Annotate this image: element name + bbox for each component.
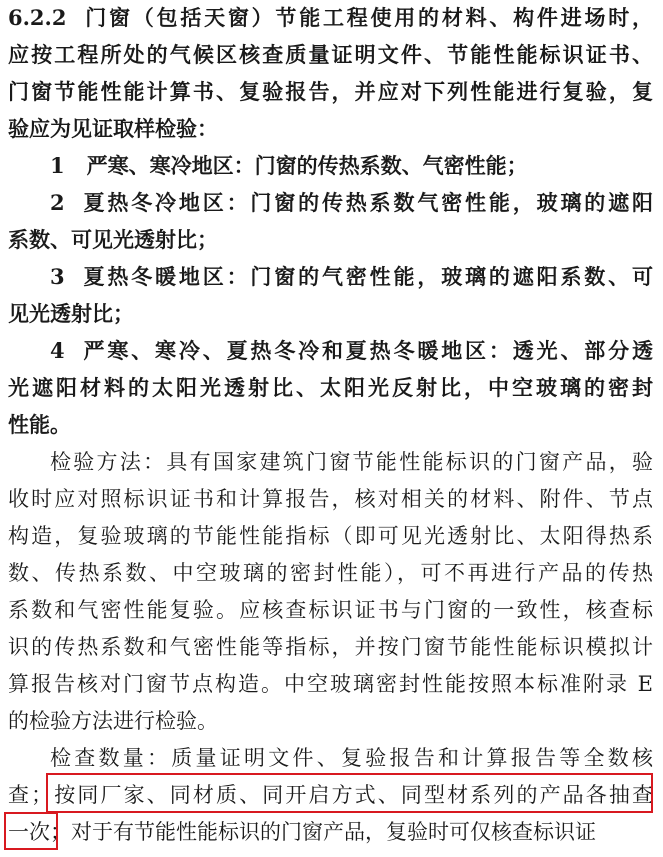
highlight-box-lower <box>4 812 58 850</box>
clause-line-1 <box>8 0 653 36</box>
item-3 <box>50 259 653 295</box>
method-line-3: 构造，复验玻璃的节能性能指标（即可见光透射比、太阳得热系 <box>8 524 653 548</box>
clause-number: 6.2.2 <box>8 5 67 30</box>
highlight-box-upper <box>46 773 653 813</box>
clause-text: 门窗（包括天窗）节能工程使用的材料、构件进场时， <box>82 5 653 30</box>
clause-line-4: 验应为见证取样检验： <box>8 116 218 141</box>
method-line-6: 识的传热系数和气密性能等指标，并按门窗节能性能标识模拟计 <box>8 635 653 659</box>
method-line-8: 的检验方法进行检验。 <box>8 709 218 733</box>
item-number: 3 <box>50 264 65 289</box>
method-line-5: 系数和气密性能复验。应核查标识证书与门窗的一致性，核查标 <box>8 598 653 622</box>
item-1 <box>50 148 653 184</box>
item-4-cont-2: 性能。 <box>8 412 71 437</box>
item-2 <box>50 185 653 221</box>
item-2-cont: 系数、可见光透射比； <box>8 227 218 252</box>
item-text: 夏热冬暖地区：门窗的气密性能，玻璃的遮阳系数、可 <box>80 264 653 289</box>
clause-line-3: 门窗节能性能计算书、复验报告，并应对下列性能进行复验，复 <box>8 79 653 104</box>
quantity-line-3 <box>8 814 653 850</box>
clause-line-2: 应按工程所处的气候区核查质量证明文件、节能性能标识证书、 <box>8 42 653 67</box>
item-number: 4 <box>50 338 65 363</box>
item-4-cont-1: 光遮阳材料的太阳光透射比、太阳光反射比，中空玻璃的密封 <box>8 375 653 400</box>
method-line-4: 数、传热系数、中空玻璃的密封性能），可不再进行产品的传热 <box>8 561 653 585</box>
quantity-prefix: 查； <box>8 783 53 807</box>
method-line-7: 算报告核对门窗节点构造。中空玻璃密封性能按照本标准附录 E <box>8 672 653 696</box>
method-line-1: 检验方法：具有国家建筑门窗节能性能标识的门窗产品，验 <box>50 450 653 474</box>
item-number: 2 <box>50 190 65 215</box>
item-text: 夏热冬冷地区：门窗的传热系数气密性能，玻璃的遮阳 <box>80 190 653 215</box>
item-text: 严寒、寒冷地区：门窗的传热系数、气密性能； <box>86 153 528 178</box>
quantity-rest: ；对于有节能性能标识的门窗产品，复验时可仅核查标识证 <box>50 820 596 844</box>
highlighted-text: 按同厂家、同材质、同开启方式、同型材系列的产品各抽查 <box>52 783 653 807</box>
method-line-2: 收时应对照标识证书和计算报告，核对相关的材料、附件、节点 <box>8 487 653 511</box>
highlighted-text-end: 一次 <box>8 820 50 844</box>
item-3-cont: 见光透射比； <box>8 301 134 326</box>
item-text: 严寒、寒冷、夏热冬冷和夏热冬暖地区：透光、部分透 <box>80 338 653 363</box>
quantity-line-1: 检查数量：质量证明文件、复验报告和计算报告等全数核 <box>50 746 653 770</box>
item-4 <box>50 333 653 369</box>
item-number: 1 <box>50 153 65 178</box>
